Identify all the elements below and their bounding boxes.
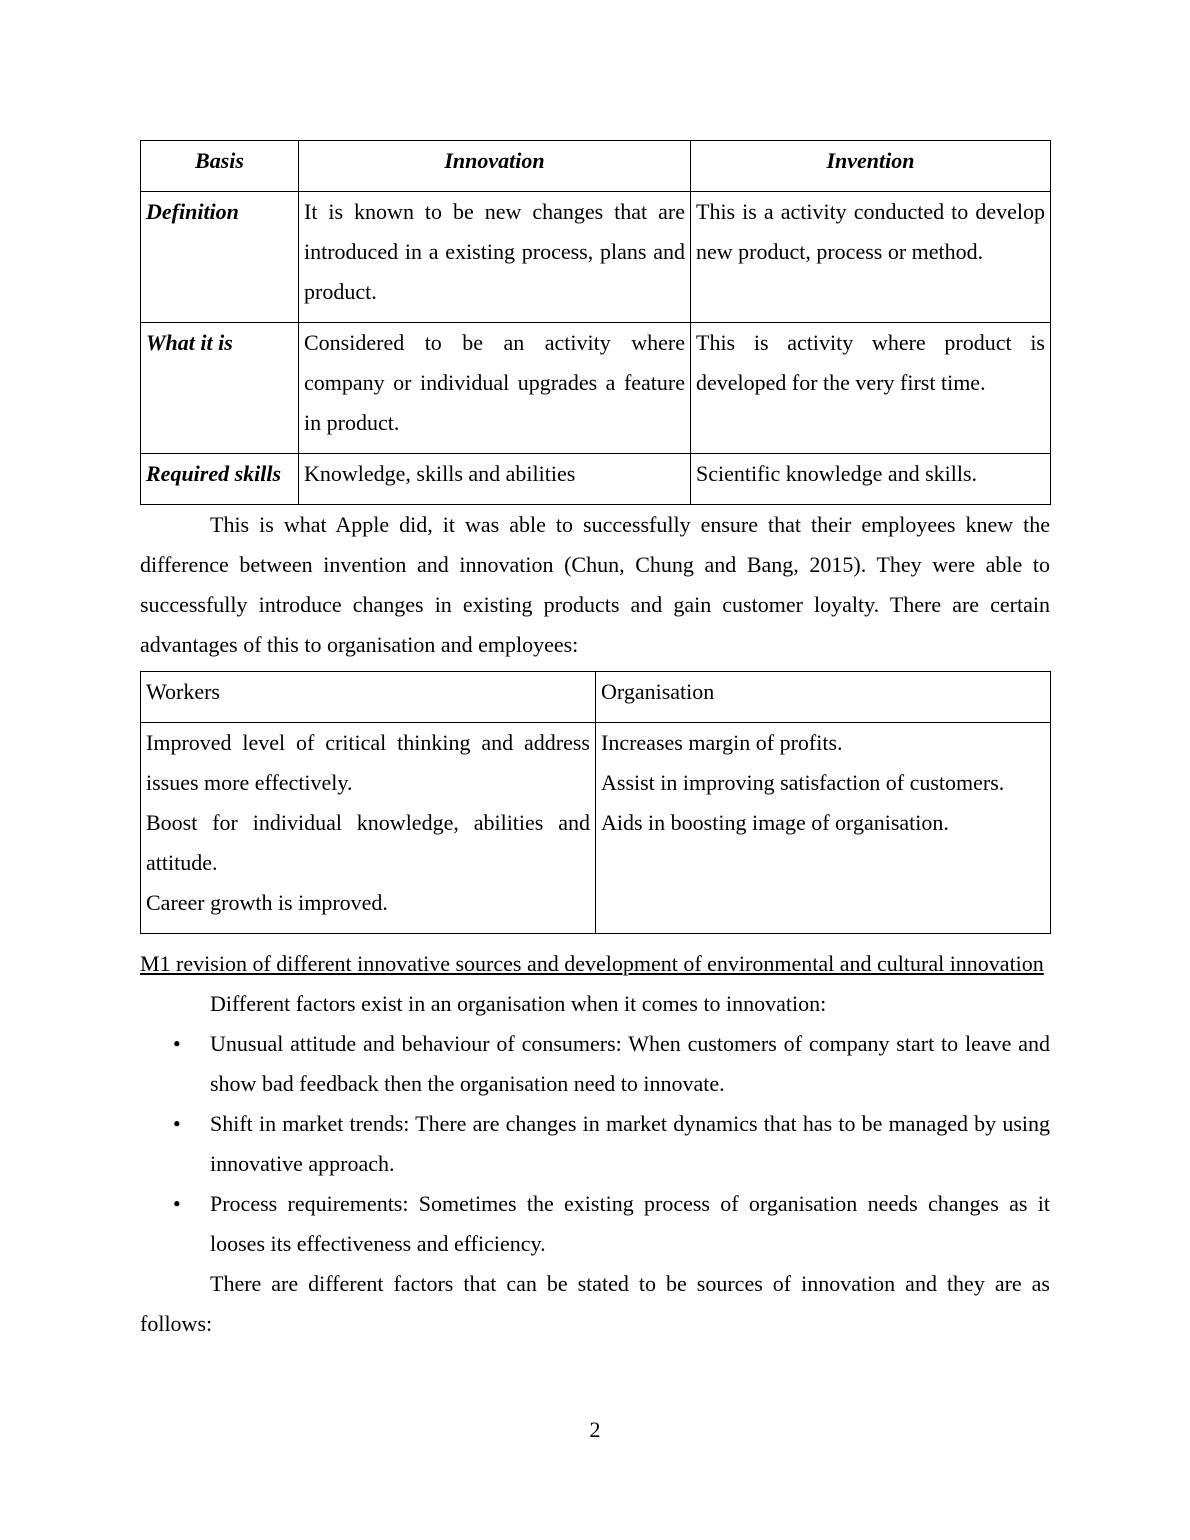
header-workers: Workers [141, 672, 596, 723]
cell-innovation-what-it-is: Considered to be an activity where company or individual upgrades a feature in product. [299, 323, 691, 454]
page-number: 2 [589, 1417, 601, 1442]
list-item: Boost for individual knowledge, abilities and attitude. [146, 810, 590, 875]
cell-innovation-definition: It is known to be new changes that are introduced in a existing process, plans and product. [299, 192, 691, 323]
cell-invention-what-it-is: This is activity where product is developed for the very first time. [691, 323, 1051, 454]
row-basis-required-skills: Required skills [141, 454, 299, 505]
workers-advantages-cell [141, 723, 596, 934]
table-row [141, 723, 1051, 934]
table-header-row [141, 141, 1051, 192]
list-item: Increases margin of profits. [601, 730, 843, 755]
table-row [141, 323, 1051, 454]
paragraph-factors: Different factors exist in an organisation when it comes to innovation: [210, 991, 827, 1016]
table-row [141, 192, 1051, 323]
header-innovation: Innovation [299, 141, 691, 192]
paragraph-sources: There are different factors that can be stated to be sources of innovation and they are as follows: [140, 1271, 1050, 1336]
list-item: Assist in improving satisfaction of customers. [601, 770, 1005, 795]
document-page [140, 140, 1050, 1344]
paragraph-apple: This is what Apple did, it was able to successfully ensure that their employees knew the difference between invention and innovation (Chun, Chung and Bang, 2015). They were able to successfully introduce changes in existing products and gain customer loyalty. There are certain advantages of this to organisation and employees: [140, 512, 1050, 657]
list-item [140, 1024, 1050, 1104]
advantages-table [140, 671, 1051, 934]
table-header-row [141, 672, 1051, 723]
bullet-icon: • [173, 1111, 181, 1136]
row-basis-definition: Definition [141, 192, 299, 323]
row-basis-what-it-is: What it is [141, 323, 299, 454]
header-invention: Invention [691, 141, 1051, 192]
list-item: Career growth is improved. [146, 890, 388, 915]
cell-invention-required-skills: Scientific knowledge and skills. [691, 454, 1051, 505]
cell-innovation-required-skills: Knowledge, skills and abilities [299, 454, 691, 505]
bullet-icon: • [173, 1031, 181, 1056]
factors-list [140, 1024, 1050, 1264]
list-item [140, 1184, 1050, 1264]
list-item [140, 1104, 1050, 1184]
section-heading-m1: M1 revision of different innovative sources and development of environmental and cultural innovation [140, 951, 1044, 976]
bullet-text: Unusual attitude and behaviour of consumers: When customers of company start to leave and show bad feedback then the organisation need to innovate. [210, 1031, 1050, 1096]
bullet-text: Process requirements: Sometimes the existing process of organisation needs changes as it looses its effectiveness and efficiency. [210, 1191, 1050, 1256]
header-organisation: Organisation [596, 672, 1051, 723]
bullet-text: Shift in market trends: There are changes in market dynamics that has to be managed by using innovative approach. [210, 1111, 1050, 1176]
innovation-invention-table [140, 140, 1051, 505]
header-basis: Basis [141, 141, 299, 192]
cell-invention-definition: This is a activity conducted to develop new product, process or method. [691, 192, 1051, 323]
list-item: Improved level of critical thinking and address issues more effectively. [146, 730, 590, 795]
bullet-icon: • [173, 1191, 181, 1216]
organisation-advantages-cell [596, 723, 1051, 934]
table-row [141, 454, 1051, 505]
list-item: Aids in boosting image of organisation. [601, 810, 949, 835]
